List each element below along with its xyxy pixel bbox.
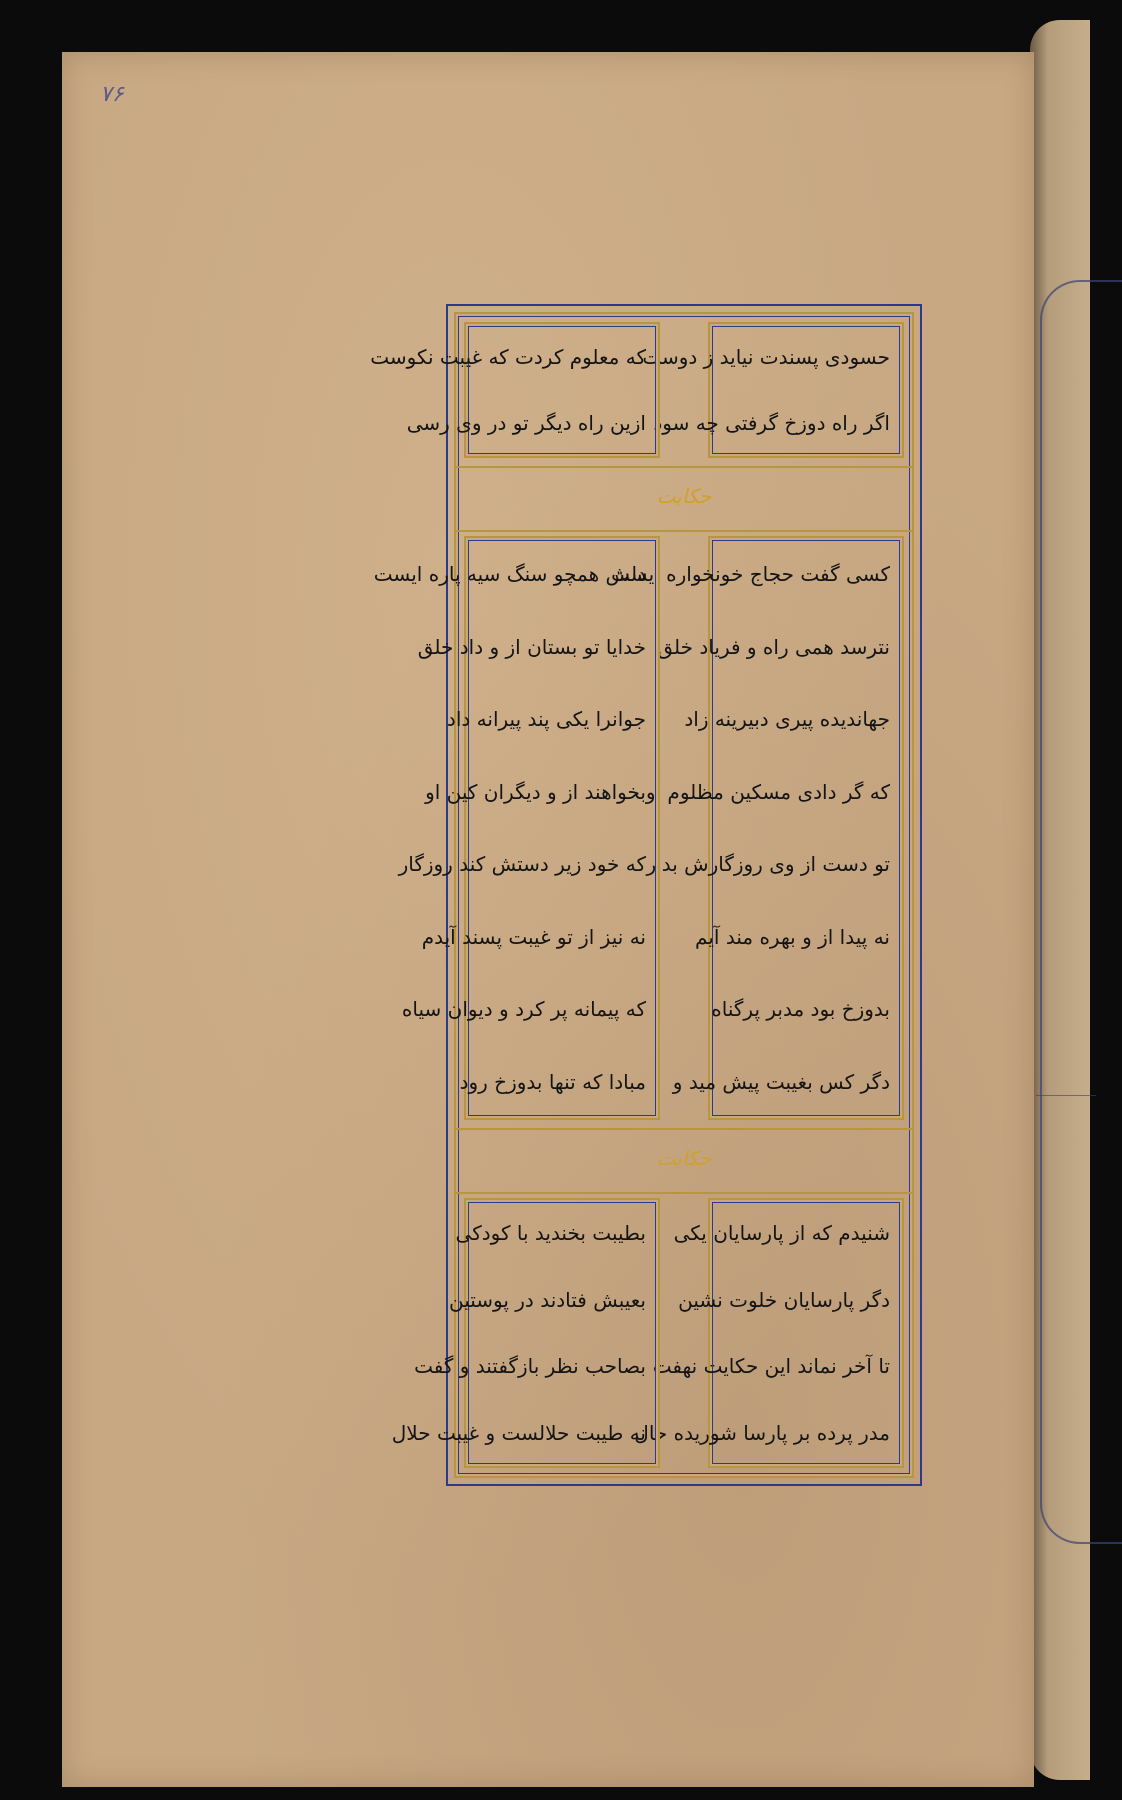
verse-line: حسودی پسندت نیاید ز دوست xyxy=(642,345,890,369)
verse-section-2 xyxy=(373,528,912,1128)
verse-line: جوانرا یکی پند پیرانه داد xyxy=(446,707,646,732)
verse-column-left xyxy=(370,322,660,458)
verse-line: بصاحب نظر بازگفتند و گفت xyxy=(414,1354,646,1379)
verse-column-left xyxy=(391,1198,660,1468)
verse-column-left xyxy=(373,536,660,1120)
adjacent-page-edge xyxy=(1030,20,1090,1780)
verse-line: بدوزخ بود مدبر پرگناه xyxy=(711,997,890,1022)
folio-number: ۷۶ xyxy=(100,82,124,107)
verse-line: بخواهند از و دیگران کین او xyxy=(425,779,646,804)
verse-line: نترسد همی راه و فریاد خلق xyxy=(657,634,890,659)
rubric-heading: حکایت xyxy=(656,484,712,508)
verse-line: مبادا که تنها بدوزخ رود xyxy=(459,1069,646,1094)
verse-line: تا آخر نماند این حکایت نهفت xyxy=(652,1354,890,1379)
verse-line: نه طیبت حلالست و غیبت حلال xyxy=(391,1420,646,1445)
verse-line: دلش همچو سنگ سیه پاره ایست xyxy=(373,562,646,587)
verse-line: تو دست از وی روزگارش بدار xyxy=(646,852,890,877)
verse-line: که معلوم کردت که غیبت نکوست xyxy=(370,345,646,369)
adjacent-page-frame xyxy=(1040,280,1122,1544)
verse-line: دگر پارسایان خلوت نشین xyxy=(678,1287,890,1312)
text-block xyxy=(370,304,922,1486)
verse-line: نه نیز از تو غیبت پسند آیدم xyxy=(421,924,646,949)
verse-line: اگر راه دوزخ گرفتی چه سود xyxy=(653,411,890,435)
verse-section-3 xyxy=(391,1190,912,1476)
rubric-panel-2 xyxy=(456,1128,912,1194)
adjacent-page-rule xyxy=(1036,1095,1096,1096)
text-block-inner-frame xyxy=(370,312,914,1478)
verse-line: نه پیدا از و بهره مند آیم xyxy=(695,924,890,949)
verse-section-1 xyxy=(370,314,912,466)
verse-line: که پیمانه پر کرد و دیوان سیاه xyxy=(401,997,646,1022)
verse-column-right xyxy=(634,1198,904,1468)
verse-line: خدایا تو بستان از و داد خلق xyxy=(417,634,646,659)
verse-line: بطیبت بخندید با کودکی xyxy=(455,1221,646,1246)
verse-line: ازین راه دیگر تو در وی رسی xyxy=(406,411,646,435)
verse-line: که گر دادی مسکین مظلوم او xyxy=(645,779,890,804)
verse-line: بعیبش فتادند در پوستین xyxy=(448,1287,646,1312)
rubric-heading: حکایت xyxy=(656,1146,712,1170)
verse-line: دگر کس بغیبت پیش مید و xyxy=(672,1069,890,1094)
verse-line: جهاندیده پیری دبیرینه زاد xyxy=(684,707,890,732)
verse-line: مدر پرده بر پارسا شوریده حال xyxy=(634,1420,890,1445)
verse-column-right xyxy=(642,322,904,458)
verse-line: کسی گفت حجاج خونخواره ایست xyxy=(611,562,890,587)
verse-column-right xyxy=(611,536,904,1120)
rubric-panel-1 xyxy=(456,466,912,532)
verse-line: که خود زیر دستش کند روزگار xyxy=(398,852,646,877)
verse-line: شنیدم که از پارسایان یکی xyxy=(673,1221,890,1246)
manuscript-page xyxy=(62,52,1034,1787)
